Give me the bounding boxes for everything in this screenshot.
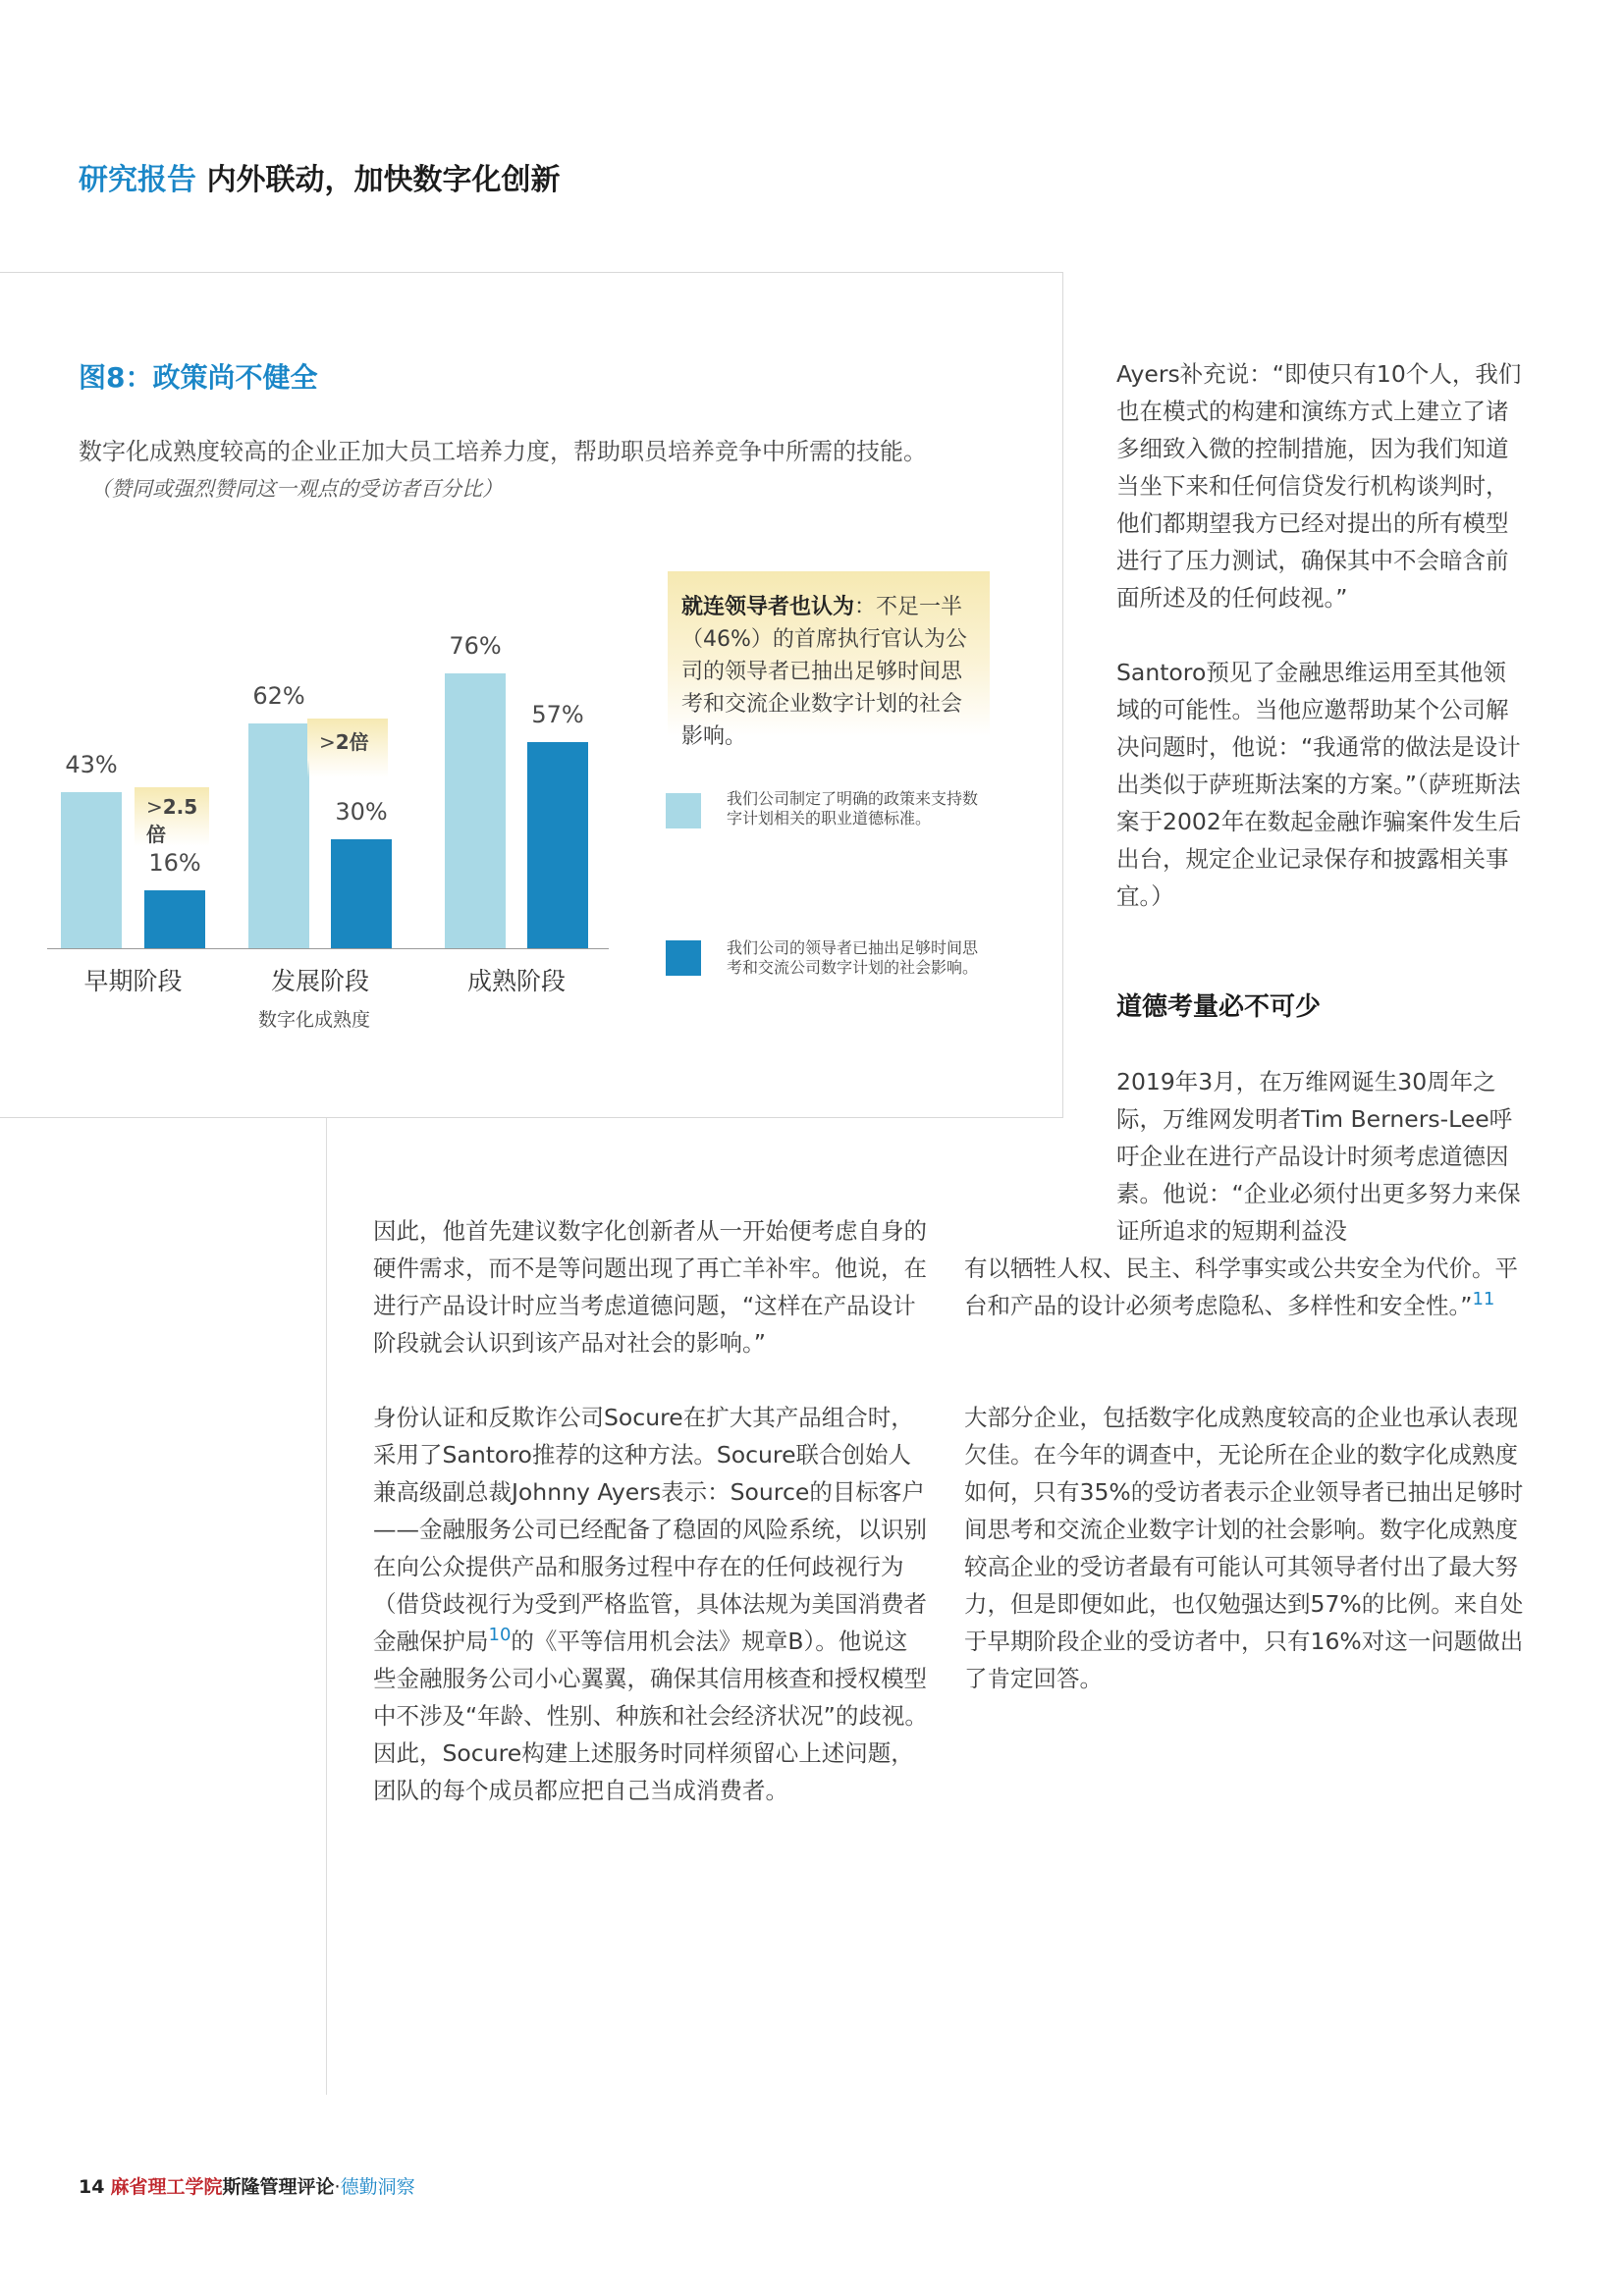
footer-separator: · — [334, 2176, 341, 2198]
legend-swatch-leaders — [666, 940, 701, 976]
x-axis-line — [47, 948, 609, 949]
header-title: 内外联动，加快数字化创新 — [206, 163, 561, 197]
value-label-series1-early: 43% — [65, 751, 118, 779]
page-footer — [79, 2172, 415, 2199]
figure-title: 图8：政策尚不健全 — [79, 361, 318, 394]
paragraph-berners-lee-cont: 有以牺牲人权、民主、科学事实或公共安全为代价。平台和产品的设计必须考虑隐私、多样性和安全性。”$^{11}$ — [964, 1255, 1518, 1319]
legend-label-policy: 我们公司制定了明确的政策来支持数字计划相关的职业道德标准。 — [727, 789, 979, 828]
right-column-top — [1116, 355, 1527, 915]
figure-note: （赞同或强烈赞同这一观点的受访者百分比） — [90, 477, 503, 501]
bar-series2-growing — [331, 839, 392, 948]
footer-mit: 麻省理工学院 — [110, 2176, 223, 2198]
comparison-growing: >2倍 — [307, 719, 388, 777]
bar-series1-mature — [445, 673, 506, 948]
value-label-series2-mature: 57% — [531, 700, 584, 728]
x-tick-label-growing: 发展阶段 — [270, 967, 369, 995]
x-tick-label-mature: 成熟阶段 — [466, 967, 566, 995]
figure-subtitle: 数字化成熟度较高的企业正加大员工培养力度，帮助职员培养竞争中所需的技能。 — [79, 438, 927, 465]
column-divider — [326, 1118, 327, 2095]
comparison-early: >2.5倍 — [135, 787, 209, 846]
paragraph-majority: 大部分企业，包括数字化成熟度较高的企业也承认表现欠佳。在今年的调查中，无论所在企业的数字化成熟度如何，只有35%的受访者表示企业领导者已抽出足够时间思考和交流企业数字计划的社会影响。数字化成熟度较高企业的受访者最有可能认可其领导者付出了最大努力，但是即便如此，也仅勉强达到57%的比例。来自处于早期阶段企业的受访者中，只有16%对这一问题做出了肯定回答。 — [964, 1404, 1524, 1692]
figure-callout — [668, 571, 990, 749]
value-label-series2-early: 16% — [148, 848, 201, 877]
header-section: 研究报告 — [79, 163, 196, 197]
footnote-ref-11[interactable]: 11 — [1472, 1289, 1495, 1310]
callout-text: ：不足一半（46%）的首席执行官认为公司的领导者已抽出足够时间思考和交流企业数字计划的社会影响。 — [681, 595, 967, 749]
x-tick-label-early: 早期阶段 — [83, 967, 183, 995]
value-label-series2-growing: 30% — [335, 798, 388, 827]
value-label-series1-mature: 76% — [449, 631, 502, 660]
left-column — [373, 1212, 928, 1809]
paragraph-socure: 身份认证和反欺诈公司Socure在扩大其产品组合时，采用了Santoro推荐的这种方法。Socure联合创始人兼高级副总裁Johnny Ayers表示：Source的目标客户——金融服务公司已经配备了稳固的风险系统，以识别在向公众提供产品和服务过程中存在的任何歧视行为（借贷歧视行为受到严格监管，具体法规为美国消费者金融保护局$^{10}$的《平等信用机会法》规章B）。他说这些金融服务公司小心翼翼，确保其信用核查和授权模型中不涉及“年龄、性别、种族和社会经济状况”的歧视。因此，Socure构建上述服务时同样须留心上述问题，团队的每个成员都应把自己当成消费者。 — [373, 1404, 928, 1804]
callout-bold: 就连领导者也认为 — [681, 595, 855, 619]
legend-label-leaders: 我们公司的领导者已抽出足够时间思考和交流公司数字计划的社会影响。 — [727, 938, 979, 977]
paragraph-hardware: 因此，他首先建议数字化创新者从一开始便考虑自身的硬件需求，而不是等问题出现了再亡羊补牢。他说，在进行产品设计时应当考虑道德问题，“这样在产品设计阶段就会认识到该产品对社会的影响。” — [373, 1217, 927, 1357]
paragraph-santoro: Santoro预见了金融思维运用至其他领域的可能性。当他应邀帮助某个公司解决问题时，他说：“我通常的做法是设计出类似于萨班斯法案的方案。”（萨班斯法案于2002年在数起金融诈骗案件发生后出台，规定企业记录保存和披露相关事宜。） — [1116, 659, 1522, 910]
section-heading-ethics: 道德考量必不可少 — [1116, 992, 1322, 1022]
bar-series2-mature — [527, 742, 588, 948]
page-number: 14 — [79, 2176, 105, 2198]
footnote-ref-10[interactable]: 10 — [488, 1625, 512, 1646]
paragraph-berners-lee: 2019年3月，在万维网诞生30周年之际，万维网发明者Tim Berners-Lee呼吁企业在进行产品设计时须考虑道德因素。他说：“企业必须付出更多努力来保证所追求的短期利益没 — [1116, 1068, 1521, 1245]
footer-deloitte: 德勤洞察 — [340, 2176, 415, 2198]
footer-smr: 斯隆管理评论 — [222, 2176, 335, 2198]
bar-series2-early — [144, 890, 205, 948]
bar-series1-early — [61, 792, 122, 948]
x-axis-title: 数字化成熟度 — [257, 1009, 370, 1031]
value-label-series1-growing: 62% — [252, 682, 305, 711]
legend-swatch-policy — [666, 793, 701, 828]
bar-series1-growing — [248, 723, 309, 948]
paragraph-ayers: Ayers补充说：“即使只有10个人，我们也在模式的构建和演练方式上建立了诸多细致入微的控制措施，因为我们知道当坐下来和任何信贷发行机构谈判时，他们都期望我方已经对提出的所有模型进行了压力测试，确保其中不会暗含前面所述及的任何歧视。” — [1116, 360, 1522, 612]
